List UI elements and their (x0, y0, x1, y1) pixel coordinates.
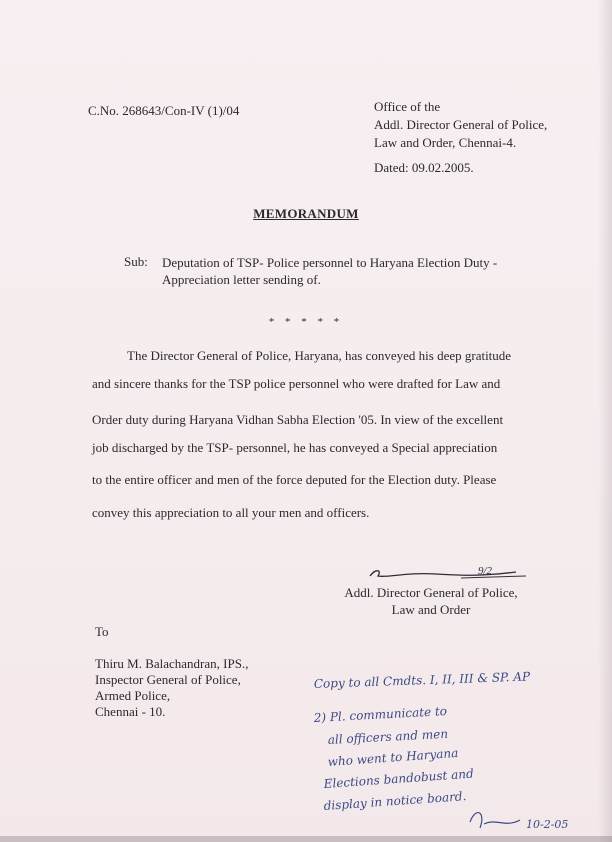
subject-label: Sub: (124, 254, 148, 269)
signature-stroke (370, 571, 516, 577)
address-line: Inspector General of Police, (95, 672, 241, 687)
body-line: job discharged by the TSP- personnel, he has conveyed a Special appreciation (92, 440, 498, 455)
body-line: and sincere thanks for the TSP police personnel who were drafted for Law and (92, 376, 501, 391)
handwritten-line: 2) Pl. communicate to (313, 704, 448, 725)
body-line: Order duty during Haryana Vidhan Sabha Election '05. In view of the excellent (92, 412, 504, 427)
designation-line: Addl. Director General of Police, (344, 585, 518, 600)
subject-text: Deputation of TSP- Police personnel to Haryana Election Duty - Appreciation letter sending of. (162, 255, 498, 287)
handwritten-date: 10-2-05 (526, 818, 569, 831)
body-line: to the entire officer and men of the force deputed for the Election duty. Please (92, 472, 497, 487)
address-line: Thiru M. Balachandran, IPS., (95, 656, 249, 671)
handwritten-line: who went to Haryana (327, 745, 459, 769)
signature-underline (461, 576, 526, 578)
office-line: Office of the (374, 99, 441, 114)
signature-date-mark: 9/2 (478, 565, 493, 577)
reference-number: C.No. 268643/Con-IV (1)/04 (88, 103, 240, 118)
office-address (374, 98, 547, 152)
address-line: Chennai - 10. (95, 704, 166, 719)
dated-line: Dated: 09.02.2005. (374, 160, 474, 175)
body-line: convey this appreciation to all your men and officers. (92, 505, 370, 520)
handwritten-line: all officers and men (327, 726, 449, 747)
address-line: Armed Police, (95, 688, 171, 703)
handwritten-line: Copy to all Cmdts. I, II, III & SP. AP (313, 669, 531, 691)
body-line: The Director General of Police, Haryana, has conveyed his deep gratitude (127, 348, 512, 363)
recipient-address (95, 656, 248, 720)
handwritten-line: display in notice board. (323, 789, 467, 813)
to-label: To (95, 624, 109, 639)
signatory-designation (336, 584, 526, 618)
office-line: Addl. Director General of Police, (374, 117, 548, 132)
separator-stars: * * * * * (268, 316, 344, 328)
handwritten-line: Elections bandobust and (323, 766, 475, 791)
handwritten-note (300, 662, 600, 837)
memorandum-title: MEMORANDUM (253, 206, 359, 221)
handwritten-initials (470, 813, 520, 828)
designation-line: Law and Order (391, 602, 471, 617)
office-line: Law and Order, Chennai-4. (374, 135, 517, 150)
page-edge-shadow (598, 0, 612, 842)
